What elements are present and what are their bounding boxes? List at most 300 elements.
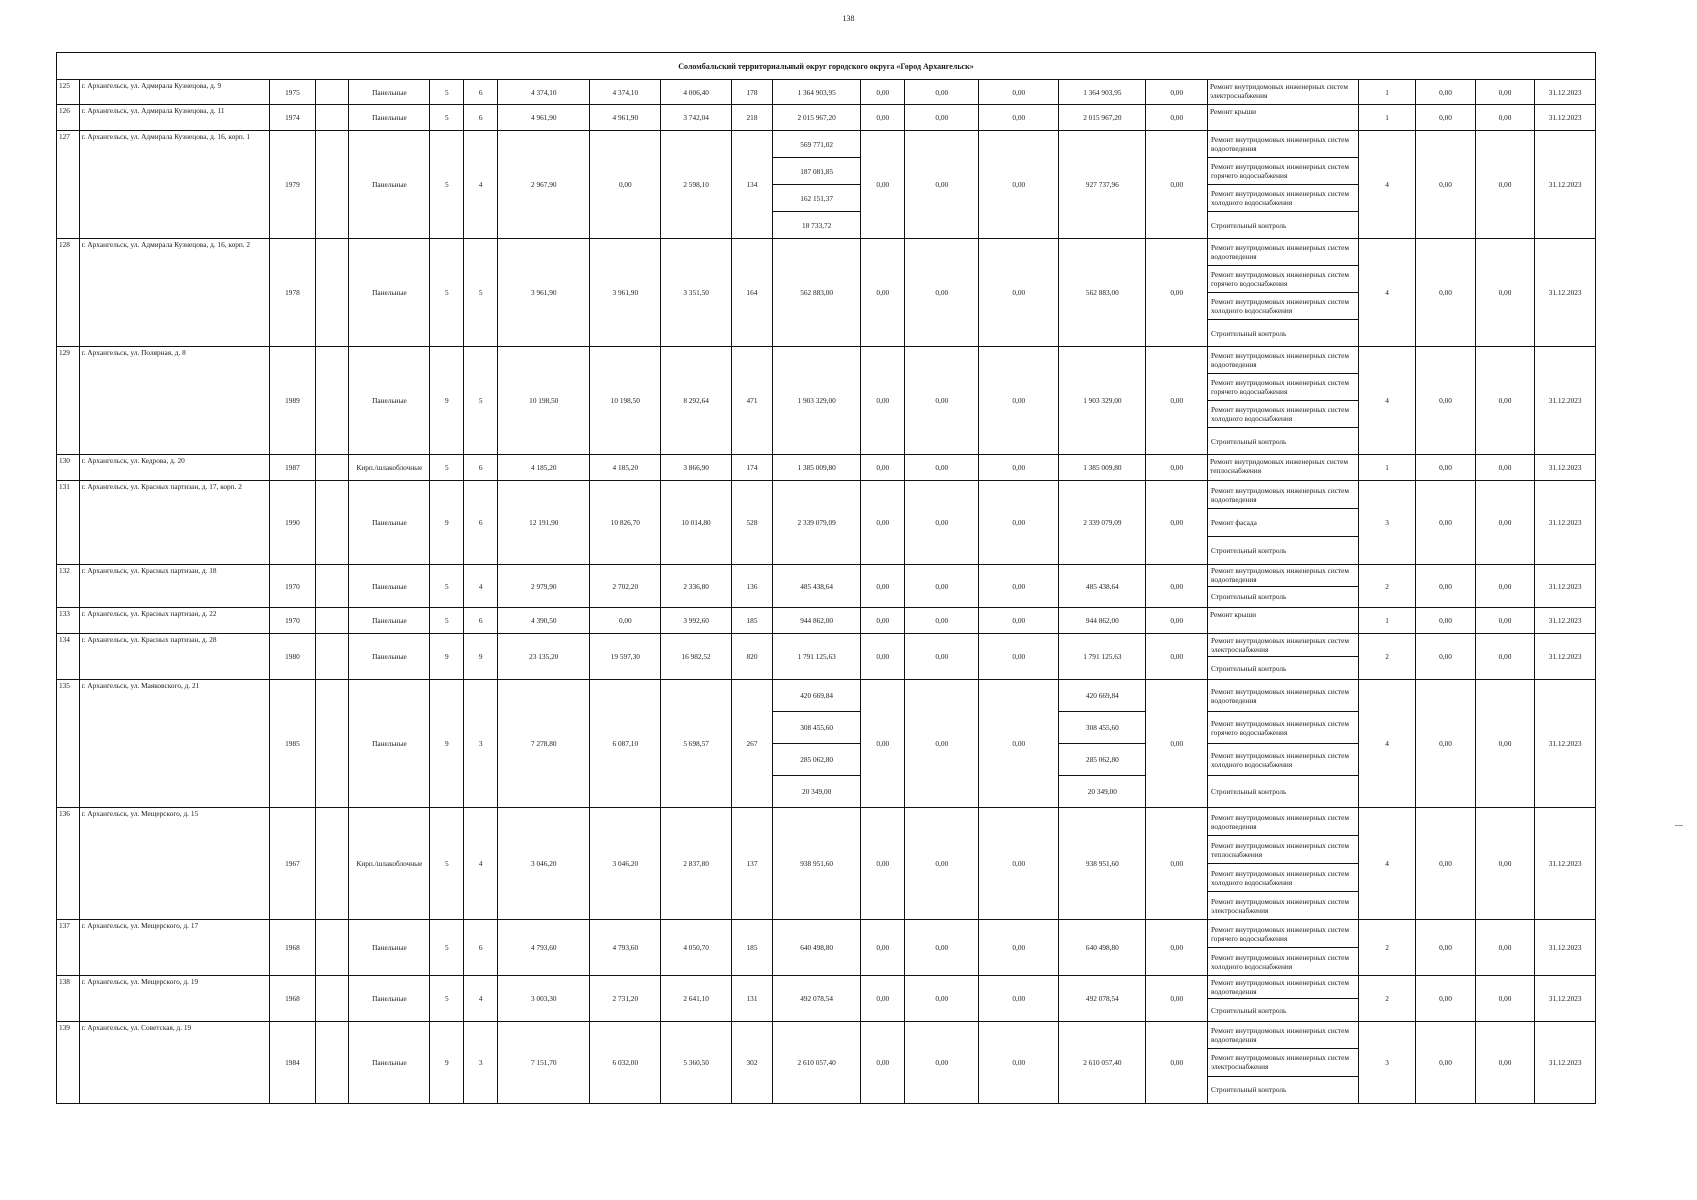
- owners-funds-cell: 1 903 329,00: [1059, 347, 1146, 455]
- fund-d: 0,00: [1146, 455, 1208, 481]
- year-built: 1968: [270, 920, 315, 976]
- fund-b: 0,00: [905, 920, 979, 976]
- work-type-cell: [1208, 481, 1359, 565]
- fund-a: 0,00: [861, 608, 905, 634]
- value-b: 0,00: [1475, 347, 1535, 455]
- work-type-line: Строительный контроль: [1211, 220, 1287, 230]
- fund-b: 0,00: [905, 239, 979, 347]
- fund-c: 0,00: [979, 80, 1059, 105]
- year-built: 1990: [270, 481, 315, 565]
- fund-d: 0,00: [1146, 239, 1208, 347]
- work-count: 1: [1358, 608, 1415, 634]
- owners-funds-cell: 944 862,00: [1059, 608, 1146, 634]
- residents: 267: [732, 680, 773, 808]
- value-a: 0,00: [1416, 976, 1476, 1022]
- row-number: 134: [57, 634, 80, 680]
- work-type-line: Ремонт внутридомовых инженерных систем горячего водоснабжения: [1208, 712, 1358, 744]
- owners-funds-cell: 640 498,80: [1059, 920, 1146, 976]
- housing-repair-register: [56, 52, 1596, 1104]
- row-number: 130: [57, 455, 80, 481]
- deadline-date: 31.12.2023: [1535, 976, 1596, 1022]
- total-area: 10 198,50: [498, 347, 590, 455]
- entrances: 3: [464, 1022, 498, 1104]
- work-type-cell: Ремонт крыши: [1208, 105, 1359, 131]
- value-a: 0,00: [1416, 565, 1476, 608]
- entrances: 6: [464, 105, 498, 131]
- year-built: 1974: [270, 105, 315, 131]
- fund-a: 0,00: [861, 105, 905, 131]
- fund-c: 0,00: [979, 565, 1059, 608]
- entrances: 6: [464, 920, 498, 976]
- living-area: 3 046,20: [590, 808, 661, 920]
- deadline-date: 31.12.2023: [1535, 680, 1596, 808]
- work-type-line: Ремонт внутридомовых инженерных систем холодного водоснабжения: [1208, 401, 1358, 428]
- empty-cell: [315, 565, 349, 608]
- fund-d: 0,00: [1146, 347, 1208, 455]
- wall-material: Кирп./шлакоблочные: [349, 455, 430, 481]
- address: г. Архангельск, ул. Советская, д. 19: [79, 1022, 270, 1104]
- apartments-area: 2 837,80: [661, 808, 732, 920]
- wall-material: Панельные: [349, 634, 430, 680]
- apartments-area: 2 598,10: [661, 131, 732, 239]
- empty-cell: [315, 680, 349, 808]
- repair-cost-cell: 1 903 329,00: [773, 347, 861, 455]
- floors: 5: [430, 80, 464, 105]
- living-area: 6 087,10: [590, 680, 661, 808]
- fund-c: 0,00: [979, 481, 1059, 565]
- work-type-cell: [1208, 634, 1359, 680]
- value-b: 0,00: [1475, 455, 1535, 481]
- repair-cost-cell: 640 498,80: [773, 920, 861, 976]
- total-area: 4 374,10: [498, 80, 590, 105]
- row-number: 128: [57, 239, 80, 347]
- floors: 5: [430, 608, 464, 634]
- table-row: [57, 680, 1596, 808]
- work-type-cell: [1208, 1022, 1359, 1104]
- fund-b: 0,00: [905, 976, 979, 1022]
- margin-mark: [1675, 825, 1683, 826]
- wall-material: Панельные: [349, 105, 430, 131]
- entrances: 5: [464, 347, 498, 455]
- work-type-line: Ремонт внутридомовых инженерных систем водоотведения: [1208, 1022, 1358, 1049]
- work-type-cell: Ремонт крыши: [1208, 608, 1359, 634]
- work-type-line: Ремонт внутридомовых инженерных систем водоотведения: [1208, 131, 1358, 158]
- work-type-line: Строительный контроль: [1211, 787, 1287, 796]
- wall-material: Панельные: [349, 608, 430, 634]
- owners-funds-cell: 492 078,54: [1059, 976, 1146, 1022]
- address: г. Архангельск, ул. Полярная, д. 8: [79, 347, 270, 455]
- work-type-cell: [1208, 920, 1359, 976]
- fund-d: 0,00: [1146, 608, 1208, 634]
- residents: 174: [732, 455, 773, 481]
- fund-c: 0,00: [979, 680, 1059, 808]
- entrances: 6: [464, 80, 498, 105]
- fund-b: 0,00: [905, 1022, 979, 1104]
- work-type-cell: [1208, 976, 1359, 1022]
- deadline-date: 31.12.2023: [1535, 920, 1596, 976]
- year-built: 1968: [270, 976, 315, 1022]
- work-type-line: Строительный контроль: [1211, 1005, 1287, 1015]
- floors: 5: [430, 239, 464, 347]
- deadline-date: 31.12.2023: [1535, 80, 1596, 105]
- district-header-row: [57, 53, 1596, 80]
- wall-material: Кирп./шлакоблочные: [349, 808, 430, 920]
- owners-funds-cell: 1 791 125,63: [1059, 634, 1146, 680]
- work-count: 4: [1358, 131, 1415, 239]
- table-row: [57, 634, 1596, 680]
- value-b: 0,00: [1475, 80, 1535, 105]
- year-built: 1984: [270, 1022, 315, 1104]
- apartments-area: 16 982,52: [661, 634, 732, 680]
- work-count: 2: [1358, 565, 1415, 608]
- empty-cell: [315, 1022, 349, 1104]
- total-area: 4 390,50: [498, 608, 590, 634]
- fund-a: 0,00: [861, 239, 905, 347]
- value-b: 0,00: [1475, 105, 1535, 131]
- work-type-line: Ремонт внутридомовых инженерных систем электроснабжения: [1208, 634, 1358, 657]
- repair-cost-line: 569 771,02: [773, 131, 860, 158]
- work-type-line: Ремонт внутридомовых инженерных систем водоотведения: [1208, 808, 1358, 836]
- fund-c: 0,00: [979, 920, 1059, 976]
- value-a: 0,00: [1416, 131, 1476, 239]
- fund-b: 0,00: [905, 455, 979, 481]
- address: г. Архангельск, ул. Красных партизан, д. 18: [79, 565, 270, 608]
- wall-material: Панельные: [349, 481, 430, 565]
- address: г. Архангельск, ул. Мещерского, д. 15: [79, 808, 270, 920]
- work-type-line: Строительный контроль: [1211, 1085, 1287, 1095]
- year-built: 1970: [270, 565, 315, 608]
- fund-a: 0,00: [861, 680, 905, 808]
- floors: 5: [430, 455, 464, 481]
- total-area: 3 046,20: [498, 808, 590, 920]
- row-number: 135: [57, 680, 80, 808]
- total-area: 4 961,90: [498, 105, 590, 131]
- table-row: [57, 105, 1596, 131]
- address: г. Архангельск, ул. Адмирала Кузнецова, д. 9: [79, 80, 270, 105]
- repair-cost-line: 162 151,37: [773, 185, 860, 212]
- floors: 5: [430, 131, 464, 239]
- deadline-date: 31.12.2023: [1535, 634, 1596, 680]
- fund-c: 0,00: [979, 131, 1059, 239]
- work-type-cell: [1208, 680, 1359, 808]
- repair-cost-cell: 2 015 967,20: [773, 105, 861, 131]
- fund-a: 0,00: [861, 481, 905, 565]
- fund-d: 0,00: [1146, 481, 1208, 565]
- table-row: [57, 1022, 1596, 1104]
- year-built: 1987: [270, 455, 315, 481]
- fund-d: 0,00: [1146, 634, 1208, 680]
- value-b: 0,00: [1475, 808, 1535, 920]
- fund-d: 0,00: [1146, 920, 1208, 976]
- work-count: 4: [1358, 808, 1415, 920]
- address: г. Архангельск, ул. Красных партизан, д. 22: [79, 608, 270, 634]
- fund-c: 0,00: [979, 239, 1059, 347]
- address: г. Архангельск, ул. Красных партизан, д. 28: [79, 634, 270, 680]
- owners-funds-cell: 2 610 057,40: [1059, 1022, 1146, 1104]
- work-type-cell: Ремонт внутридомовых инженерных систем электроснабжения: [1208, 80, 1359, 105]
- entrances: 4: [464, 976, 498, 1022]
- work-type-line: Ремонт внутридомовых инженерных систем горячего водоснабжения: [1208, 158, 1358, 185]
- row-number: 137: [57, 920, 80, 976]
- apartments-area: 4 050,70: [661, 920, 732, 976]
- repair-cost-line: 308 455,60: [773, 712, 860, 744]
- value-a: 0,00: [1416, 808, 1476, 920]
- total-area: 3 003,30: [498, 976, 590, 1022]
- fund-c: 0,00: [979, 455, 1059, 481]
- residents: 136: [732, 565, 773, 608]
- wall-material: Панельные: [349, 347, 430, 455]
- residents: 137: [732, 808, 773, 920]
- year-built: 1985: [270, 680, 315, 808]
- work-type-line: Ремонт внутридомовых инженерных систем электроснабжения: [1208, 1049, 1358, 1076]
- repair-cost-cell: 485 438,64: [773, 565, 861, 608]
- repair-cost-line: 20 349,00: [802, 787, 832, 796]
- repair-cost-line: 420 669,84: [773, 680, 860, 712]
- row-number: 139: [57, 1022, 80, 1104]
- address: г. Архангельск, ул. Красных партизан, д. 17, корп. 2: [79, 481, 270, 565]
- work-type-line: Строительный контроль: [1211, 436, 1287, 446]
- work-count: 1: [1358, 105, 1415, 131]
- work-count: 2: [1358, 634, 1415, 680]
- value-a: 0,00: [1416, 634, 1476, 680]
- apartments-area: 3 992,60: [661, 608, 732, 634]
- residents: 302: [732, 1022, 773, 1104]
- entrances: 4: [464, 131, 498, 239]
- entrances: 6: [464, 481, 498, 565]
- wall-material: Панельные: [349, 565, 430, 608]
- entrances: 6: [464, 608, 498, 634]
- deadline-date: 31.12.2023: [1535, 1022, 1596, 1104]
- entrances: 4: [464, 565, 498, 608]
- total-area: 2 967,90: [498, 131, 590, 239]
- value-b: 0,00: [1475, 680, 1535, 808]
- residents: 134: [732, 131, 773, 239]
- residents: 185: [732, 608, 773, 634]
- work-type-line: Ремонт внутридомовых инженерных систем холодного водоснабжения: [1208, 744, 1358, 776]
- floors: 9: [430, 481, 464, 565]
- work-type-line: Ремонт внутридомовых инженерных систем теплоснабжения: [1208, 836, 1358, 864]
- value-b: 0,00: [1475, 608, 1535, 634]
- empty-cell: [315, 808, 349, 920]
- owners-funds-cell: 2 339 079,09: [1059, 481, 1146, 565]
- floors: 5: [430, 105, 464, 131]
- repair-cost-cell: 944 862,00: [773, 608, 861, 634]
- fund-c: 0,00: [979, 105, 1059, 131]
- apartments-area: 3 742,04: [661, 105, 732, 131]
- empty-cell: [315, 920, 349, 976]
- fund-d: 0,00: [1146, 976, 1208, 1022]
- fund-b: 0,00: [905, 481, 979, 565]
- value-b: 0,00: [1475, 565, 1535, 608]
- value-b: 0,00: [1475, 239, 1535, 347]
- living-area: 4 185,20: [590, 455, 661, 481]
- work-type-line: Ремонт внутридомовых инженерных систем водоотведения: [1208, 239, 1358, 266]
- total-area: 4 793,60: [498, 920, 590, 976]
- entrances: 4: [464, 808, 498, 920]
- repair-cost-cell: 2 339 079,09: [773, 481, 861, 565]
- owners-funds-cell: 562 883,00: [1059, 239, 1146, 347]
- repair-cost-cell: 2 610 057,40: [773, 1022, 861, 1104]
- work-type-cell: [1208, 808, 1359, 920]
- fund-d: 0,00: [1146, 105, 1208, 131]
- value-a: 0,00: [1416, 105, 1476, 131]
- living-area: 0,00: [590, 131, 661, 239]
- fund-b: 0,00: [905, 347, 979, 455]
- work-type-cell: [1208, 565, 1359, 608]
- repair-cost-cell: [773, 131, 861, 239]
- page-number: 138: [842, 14, 855, 23]
- apartments-area: 10 014,80: [661, 481, 732, 565]
- total-area: 2 979,90: [498, 565, 590, 608]
- work-count: 3: [1358, 1022, 1415, 1104]
- apartments-area: 8 292,64: [661, 347, 732, 455]
- owners-funds-cell: 938 951,60: [1059, 808, 1146, 920]
- fund-d: 0,00: [1146, 680, 1208, 808]
- owners-funds-cell: 485 438,64: [1059, 565, 1146, 608]
- row-number: 133: [57, 608, 80, 634]
- work-type-line: Строительный контроль: [1211, 328, 1287, 338]
- empty-cell: [315, 239, 349, 347]
- empty-cell: [315, 455, 349, 481]
- fund-a: 0,00: [861, 347, 905, 455]
- wall-material: Панельные: [349, 131, 430, 239]
- district-header: Соломбальский территориальный округ городского округа «Город Архангельск»: [57, 53, 1596, 80]
- fund-d: 0,00: [1146, 1022, 1208, 1104]
- value-b: 0,00: [1475, 481, 1535, 565]
- value-a: 0,00: [1416, 347, 1476, 455]
- fund-d: 0,00: [1146, 131, 1208, 239]
- work-type-cell: [1208, 239, 1359, 347]
- apartments-area: 3 351,50: [661, 239, 732, 347]
- apartments-area: 2 641,10: [661, 976, 732, 1022]
- repair-cost-line: 18 733,72: [802, 220, 832, 230]
- living-area: 4 961,90: [590, 105, 661, 131]
- empty-cell: [315, 131, 349, 239]
- empty-cell: [315, 608, 349, 634]
- fund-b: 0,00: [905, 680, 979, 808]
- value-b: 0,00: [1475, 976, 1535, 1022]
- wall-material: Панельные: [349, 1022, 430, 1104]
- empty-cell: [315, 976, 349, 1022]
- row-number: 129: [57, 347, 80, 455]
- year-built: 1980: [270, 634, 315, 680]
- floors: 5: [430, 565, 464, 608]
- year-built: 1979: [270, 131, 315, 239]
- row-number: 131: [57, 481, 80, 565]
- apartments-area: 5 360,50: [661, 1022, 732, 1104]
- total-area: 23 135,20: [498, 634, 590, 680]
- value-b: 0,00: [1475, 634, 1535, 680]
- empty-cell: [315, 347, 349, 455]
- apartments-area: 4 006,40: [661, 80, 732, 105]
- address: г. Архангельск, ул. Адмирала Кузнецова, д. 11: [79, 105, 270, 131]
- fund-a: 0,00: [861, 1022, 905, 1104]
- fund-b: 0,00: [905, 634, 979, 680]
- table-row: [57, 481, 1596, 565]
- value-a: 0,00: [1416, 1022, 1476, 1104]
- total-area: 3 961,90: [498, 239, 590, 347]
- table-row: [57, 608, 1596, 634]
- work-type-cell: Ремонт внутридомовых инженерных систем теплоснабжения: [1208, 455, 1359, 481]
- work-count: 1: [1358, 80, 1415, 105]
- table-row: [57, 347, 1596, 455]
- year-built: 1970: [270, 608, 315, 634]
- repair-cost-cell: 938 951,60: [773, 808, 861, 920]
- work-type-line: Ремонт внутридомовых инженерных систем горячего водоснабжения: [1208, 266, 1358, 293]
- work-type-line: Ремонт внутридомовых инженерных систем горячего водоснабжения: [1208, 374, 1358, 401]
- fund-c: 0,00: [979, 976, 1059, 1022]
- deadline-date: 31.12.2023: [1535, 808, 1596, 920]
- empty-cell: [315, 634, 349, 680]
- floors: 5: [430, 920, 464, 976]
- wall-material: Панельные: [349, 920, 430, 976]
- work-type-line: Ремонт внутридомовых инженерных систем холодного водоснабжения: [1208, 293, 1358, 320]
- register-sheet: [56, 52, 1596, 1104]
- value-a: 0,00: [1416, 80, 1476, 105]
- floors: 9: [430, 347, 464, 455]
- value-a: 0,00: [1416, 239, 1476, 347]
- table-row: [57, 976, 1596, 1022]
- repair-cost-line: 285 062,80: [773, 744, 860, 776]
- total-area: 12 191,90: [498, 481, 590, 565]
- work-type-line: Ремонт внутридомовых инженерных систем электроснабжения: [1211, 896, 1350, 915]
- work-type-line: Ремонт внутридомовых инженерных систем водоотведения: [1208, 680, 1358, 712]
- fund-a: 0,00: [861, 565, 905, 608]
- work-type-line: Ремонт внутридомовых инженерных систем холодного водоснабжения: [1211, 952, 1350, 971]
- owners-funds-cell: 927 737,96: [1059, 131, 1146, 239]
- apartments-area: 2 336,80: [661, 565, 732, 608]
- row-number: 132: [57, 565, 80, 608]
- work-count: 4: [1358, 347, 1415, 455]
- work-type-line: Строительный контроль: [1211, 592, 1287, 602]
- fund-b: 0,00: [905, 105, 979, 131]
- fund-b: 0,00: [905, 808, 979, 920]
- fund-d: 0,00: [1146, 808, 1208, 920]
- owners-funds-cell: 1 364 903,95: [1059, 80, 1146, 105]
- work-count: 4: [1358, 680, 1415, 808]
- floors: 5: [430, 808, 464, 920]
- work-type-line: Ремонт фасада: [1208, 509, 1358, 537]
- entrances: 9: [464, 634, 498, 680]
- living-area: 2 731,20: [590, 976, 661, 1022]
- table-row: [57, 455, 1596, 481]
- apartments-area: 5 698,57: [661, 680, 732, 808]
- deadline-date: 31.12.2023: [1535, 455, 1596, 481]
- work-type-line: Ремонт внутридомовых инженерных систем холодного водоснабжения: [1208, 185, 1358, 212]
- total-area: 4 185,20: [498, 455, 590, 481]
- living-area: 0,00: [590, 608, 661, 634]
- residents: 131: [732, 976, 773, 1022]
- fund-c: 0,00: [979, 347, 1059, 455]
- owners-funds-cell: 2 015 967,20: [1059, 105, 1146, 131]
- work-type-line: Ремонт внутридомовых инженерных систем холодного водоснабжения: [1208, 864, 1358, 892]
- table-row: [57, 131, 1596, 239]
- value-a: 0,00: [1416, 455, 1476, 481]
- living-area: 3 961,90: [590, 239, 661, 347]
- floors: 9: [430, 1022, 464, 1104]
- wall-material: Панельные: [349, 680, 430, 808]
- floors: 5: [430, 976, 464, 1022]
- work-type-line: Ремонт внутридомовых инженерных систем водоотведения: [1208, 976, 1358, 999]
- empty-cell: [315, 105, 349, 131]
- work-type-cell: [1208, 131, 1359, 239]
- table-row: [57, 808, 1596, 920]
- fund-c: 0,00: [979, 634, 1059, 680]
- entrances: 3: [464, 680, 498, 808]
- work-count: 1: [1358, 455, 1415, 481]
- fund-a: 0,00: [861, 920, 905, 976]
- work-type-line: Строительный контроль: [1211, 663, 1287, 673]
